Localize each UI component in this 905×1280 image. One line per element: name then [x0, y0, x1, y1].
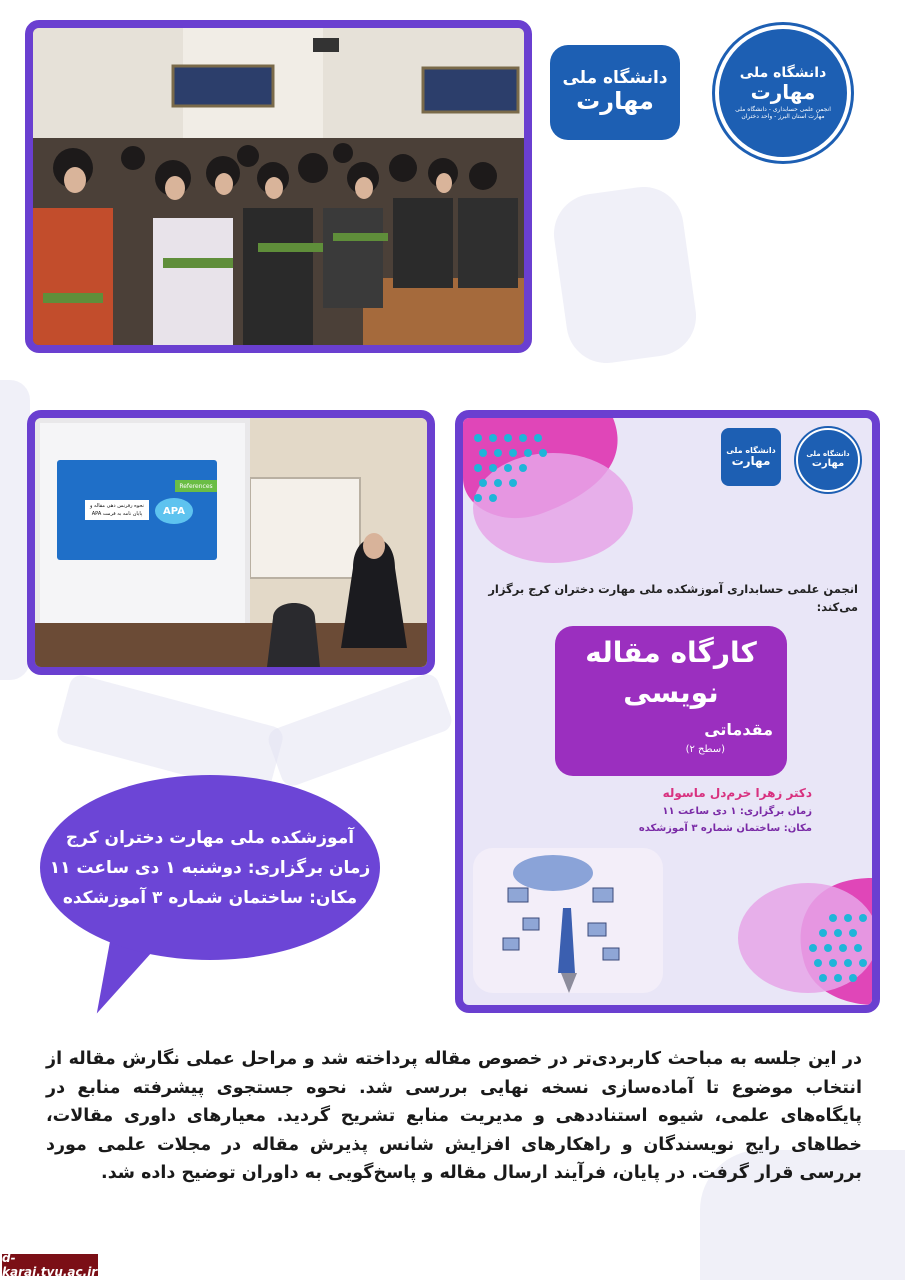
- university-logo-line2: مهارت: [576, 87, 654, 116]
- workshop-poster: [455, 410, 880, 1013]
- poster-university-logo-line1: دانشگاه ملی: [726, 445, 776, 455]
- speech-bubble-text: [40, 823, 380, 913]
- site-url-badge[interactable]: d-karaj.tvu.ac.ir: [2, 1251, 98, 1279]
- classroom-photo-illustration: [33, 28, 524, 345]
- poster-level: مقدماتی: [704, 720, 773, 739]
- poster-university-logo-line2: مهارت: [731, 453, 771, 468]
- poster-time: زمان برگزاری: ۱ دی ساعت ۱۱: [662, 806, 812, 817]
- university-logo: [550, 45, 680, 140]
- slide-heading: نحوه رفرنس دهی مقاله و پایان نامه به فرمت APA: [85, 500, 149, 520]
- poster-intro: انجمن علمی حسابداری آموزشکده ملی مهارت دختران کرج برگزار می‌کند:: [488, 582, 858, 614]
- poster-place: مکان: ساختمان شماره ۳ آموزشکده: [638, 823, 812, 834]
- background-shape: [265, 671, 455, 789]
- poster-title-line1: کارگاه مقاله: [585, 636, 757, 669]
- bubble-line-1: آموزشکده ملی مهارت دختران کرج: [65, 828, 355, 848]
- report-paragraph: در این جلسه به مباحث کاربردی‌تر در خصوص مقاله پرداخته شد و مراحل عملی نگارش مقاله از انتخاب موضوع تا آماده‌سازی نسخه نهایی بررسی شد. نحوه جستجوی پیشرفته منابع در پایگاه‌های علمی، شیوه استناددهی و مدیریت منابع تشریح گردید. معیارهای داوری مقالات، خطاهای رایج نویسندگان و راهکارهای افزایش شانس پذیرش مقاله در مجلات علمی مورد بررسی قرار گرفت. در پایان، فرآیند ارسال مقاله و پاسخ‌گویی به داوران توضیح داده شد.: [46, 1049, 862, 1183]
- association-logo: [715, 25, 851, 161]
- poster-university-logo: [721, 428, 781, 486]
- projected-slide: [57, 460, 217, 560]
- poster-level-note: (سطح ۲): [685, 744, 725, 755]
- speech-bubble: [40, 775, 380, 960]
- presentation-photo: [27, 410, 435, 675]
- classroom-photo: [25, 20, 532, 353]
- slide-badge: APA: [155, 498, 193, 524]
- bubble-line-3: مکان: ساختمان شماره ۳ آموزشکده: [62, 888, 358, 908]
- university-logo-line1: دانشگاه ملی: [562, 67, 668, 88]
- bubble-line-2: زمان برگزاری: دوشنبه ۱ دی ساعت ۱۱: [49, 858, 371, 878]
- poster-association-logo: [796, 428, 860, 492]
- association-logo-line2: مهارت: [750, 80, 816, 105]
- poster-title-line2: نویسی: [623, 676, 719, 709]
- background-shape: [0, 380, 30, 680]
- poster-association-logo-line2: مهارت: [811, 458, 845, 470]
- background-shape: [549, 182, 701, 368]
- association-logo-line1: دانشگاه ملی: [739, 65, 827, 82]
- association-logo-ring-text: انجمن علمی حسابداری - دانشگاه ملی مهارت استان البرز - واحد دختران: [735, 106, 831, 121]
- poster-title-box: [555, 626, 787, 776]
- poster-association-logo-line1: دانشگاه ملی: [806, 450, 850, 459]
- slide-tab: References: [175, 480, 217, 492]
- poster-presenter: دکتر زهرا خرم‌دل ماسوله: [662, 786, 812, 800]
